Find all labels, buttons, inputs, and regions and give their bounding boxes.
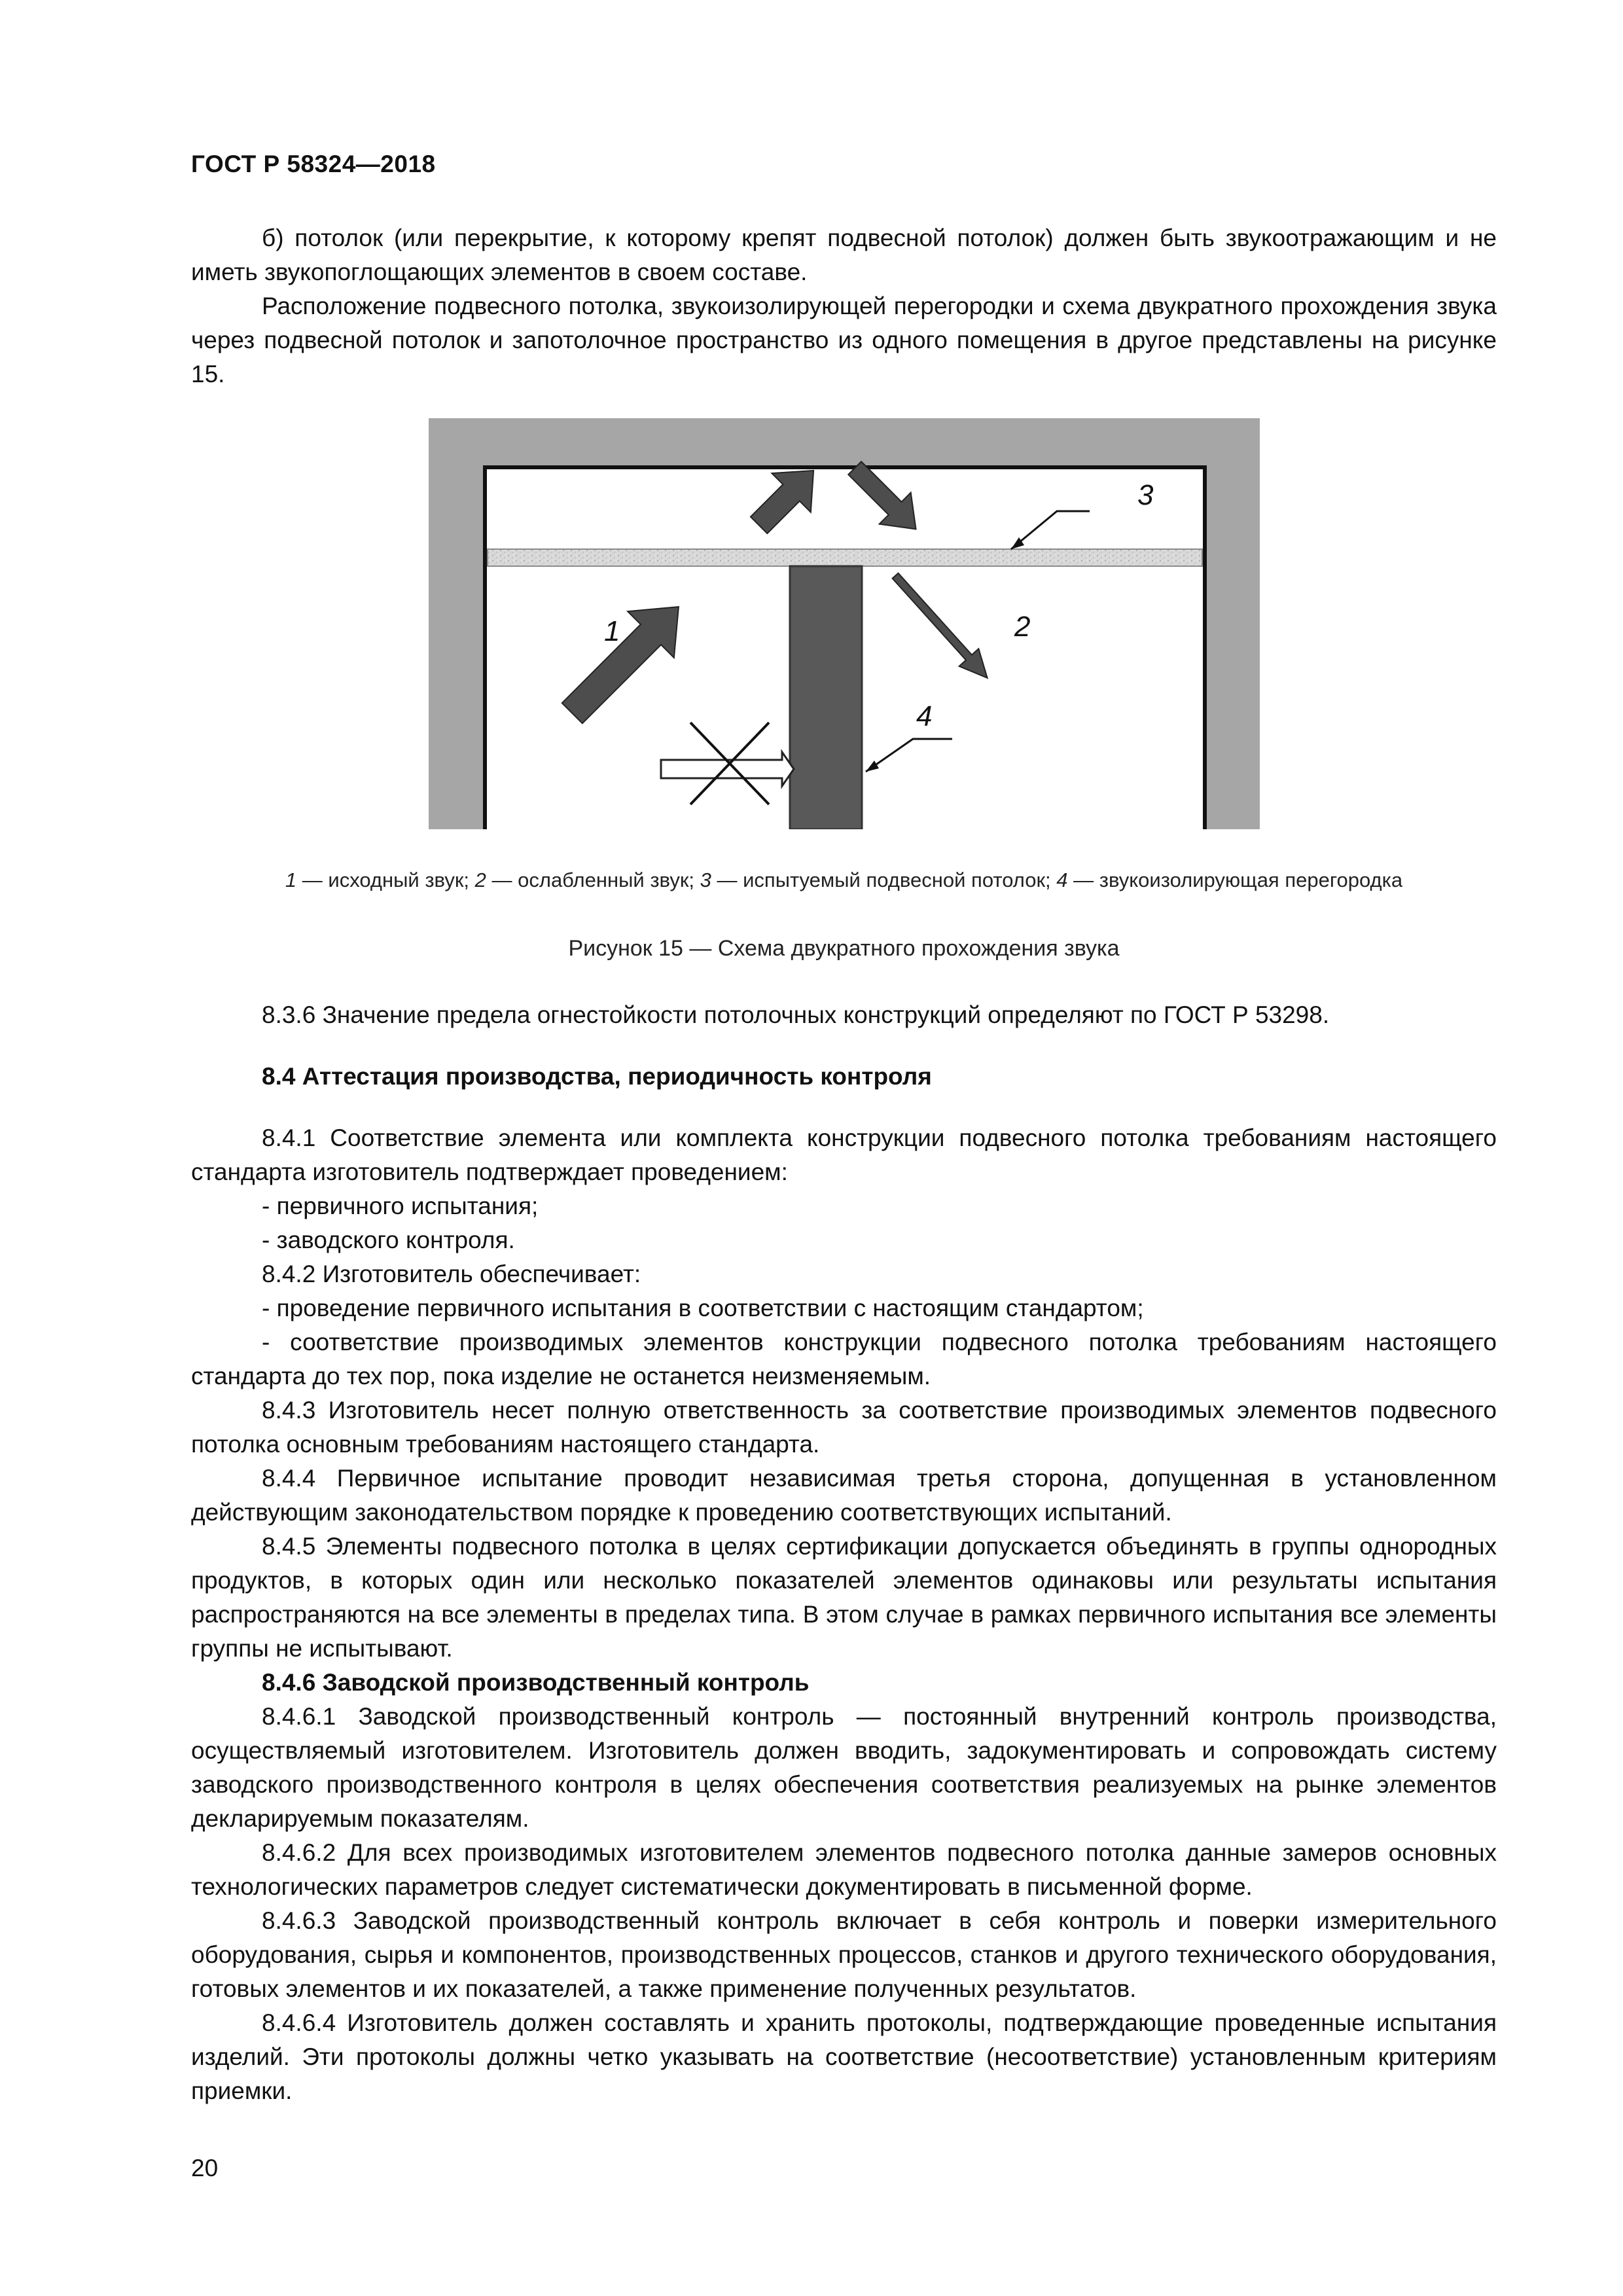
legend-text-2: — ослабленный звук; [486,869,700,891]
sound-transmission-diagram [429,418,1260,829]
figure-label-4: 4 [916,700,933,732]
standard-code-header: ГОСТ Р 58324—2018 [191,151,436,177]
paragraph-8-4-6-3: 8.4.6.3 Заводской производственный контроль включает в себя контроль и поверки измерительного оборудования, сырья и компонентов, производственных процессов, станков и другого технического оборудования, готовых элементов и их показателей, а также применение полученных результатов. [191,1907,1497,2002]
legend-num-4: 4 [1056,869,1068,891]
body-text [191,998,1497,2108]
paragraph-8-4-6-4: 8.4.6.4 Изготовитель должен составлять и хранить протоколы, подтверждающие проведенные испытания изделий. Эти протоколы должны четко указывать на соответствие (несоответствие) установленным критериям приемки. [191,2009,1497,2104]
legend-num-3: 3 [700,869,711,891]
page-number: 20 [191,2155,219,2181]
figure-label-3: 3 [1137,479,1154,511]
figure-label-1: 1 [604,615,620,647]
list-item: - первичного испытания; [262,1193,539,1219]
paragraph-8-4-4: 8.4.4 Первичное испытание проводит независимая третья сторона, допущенная в установленном действующим законодательством порядке к проведению соответствующих испытаний. [191,1465,1497,1526]
legend-text-4: — звукоизолирующая перегородка [1067,869,1403,891]
legend-text-1: — исходный звук; [296,869,475,891]
paragraph-8-4-3: 8.4.3 Изготовитель несет полную ответственность за соответствие производимых элементов подвесного потолка основным требованиям настоящего стандарта. [191,1397,1497,1458]
figure-caption: Рисунок 15 — Схема двукратного прохождения звука [568,936,1120,961]
legend-num-1: 1 [285,869,297,891]
heading-8-4: 8.4 Аттестация производства, периодичность контроля [262,1063,932,1090]
paragraph-b: б) потолок (или перекрытие, к которому крепят подвесной потолок) должен быть звукоотражающим и не иметь звукопоглощающих элементов в своем составе. [191,224,1497,285]
partition-wall [790,566,862,829]
intro-text [191,221,1497,391]
list-item: - проведение первичного испытания в соответствии с настоящим стандартом; [262,1295,1144,1321]
paragraph-8-4-6-2: 8.4.6.2 Для всех производимых изготовителем элементов подвесного потолка данные замеров основных технологических параметров следует систематически документировать в письменной форме. [191,1839,1497,1900]
legend-num-2: 2 [474,869,486,891]
paragraph-8-4-6-1: 8.4.6.1 Заводской производственный контроль — постоянный внутренний контроль производства, осуществляемый изготовителем. Изготовитель должен вводить, задокументировать и сопровождать систему заводского производственного контроля в целях обеспечения соответствия реализуемых на рынке элементов декларируемым показателям. [191,1703,1497,1832]
paragraph-8-3-6: 8.3.6 Значение предела огнестойкости потолочных конструкций определяют по ГОСТ Р 53298. [262,1001,1330,1028]
list-item: - заводского контроля. [262,1227,515,1253]
figure-legend [191,866,1497,895]
paragraph-figure-reference: Расположение подвесного потолка, звукоизолирующей перегородки и схема двукратного прохождения звука через подвесной потолок и запотолочное пространство из одного помещения в другое представлены на рисунке 15. [191,293,1497,387]
legend-text-3: — испытуемый подвесной потолок; [711,869,1057,891]
paragraph-8-4-2: 8.4.2 Изготовитель обеспечивает: [262,1261,641,1287]
figure-label-2: 2 [1014,611,1031,643]
suspended-ceiling [488,549,1202,566]
figure-15 [429,418,1260,829]
heading-8-4-6: 8.4.6 Заводской производственный контроль [262,1669,810,1696]
paragraph-8-4-1: 8.4.1 Соответствие элемента или комплекта конструкции подвесного потолка требованиям настоящего стандарта изготовитель подтверждает проведением: [191,1124,1497,1185]
paragraph-8-4-5: 8.4.5 Элементы подвесного потолка в целях сертификации допускается объединять в группы однородных продуктов, в которых один или несколько показателей элементов одинаковы или результаты испытания распространяются на все элементы в пределах типа. В этом случае в рамках первичного испытания все элементы группы не испытывают. [191,1533,1497,1662]
list-item: - соответствие производимых элементов конструкции подвесного потолка требованиям настоящего стандарта до тех пор, пока изделие не останется неизменяемым. [191,1329,1497,1390]
